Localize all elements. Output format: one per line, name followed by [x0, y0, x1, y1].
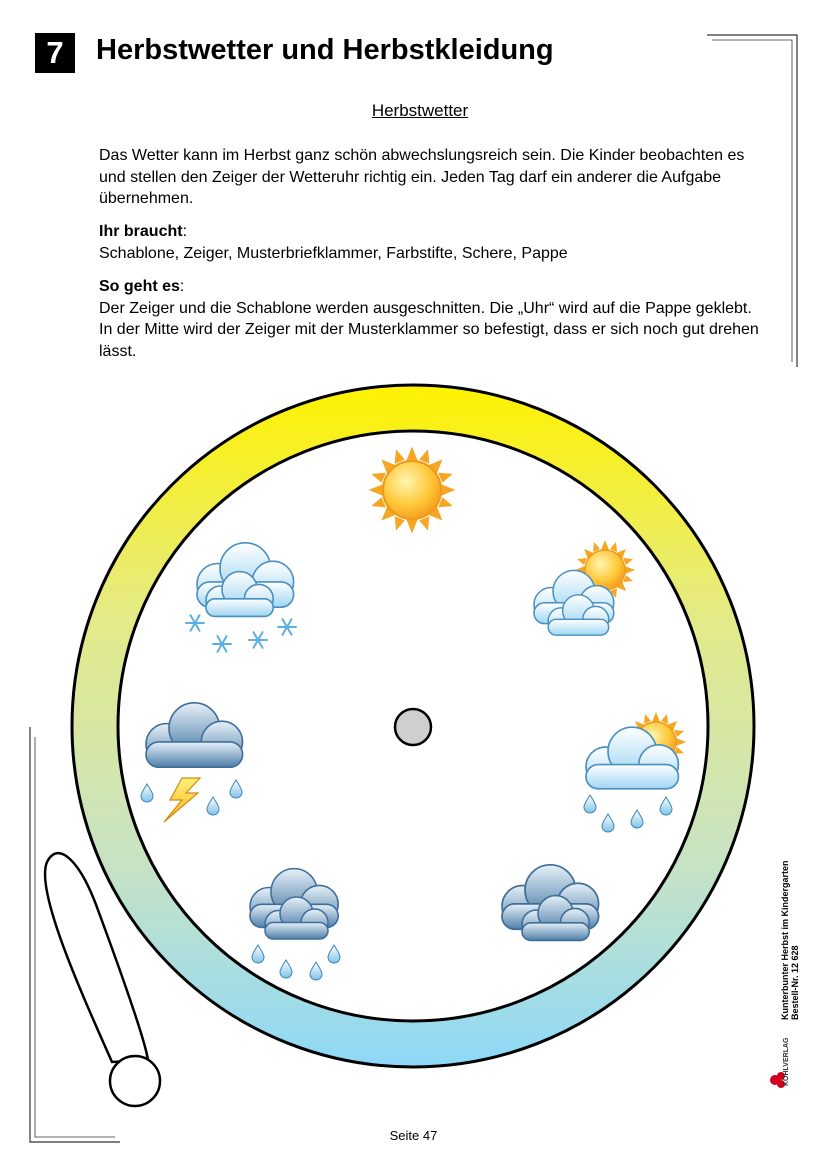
materials-block: Ihr braucht: Schablone, Zeiger, Musterbriefklammer, Farbstifte, Schere, Pappe: [99, 221, 759, 264]
intro-paragraph: Das Wetter kann im Herbst ganz schön abwechslungsreich sein. Die Kinder beobachten es und stellen den Zeiger der Wetteruhr richtig ein. Jeden Tag darf ein anderer die Aufgabe übernehmen.: [99, 147, 745, 207]
materials-list: Schablone, Zeiger, Musterbriefklammer, Farbstifte, Schere, Pappe: [99, 244, 568, 262]
instructions-block: So geht es: Der Zeiger und die Schablone werden ausgeschnitten. Die „Uhr“ wird auf die Pappe geklebt. In der Mitte wird der Zeiger mit der Musterklammer so befestigt, dass er sich noch gut drehen lässt.: [99, 276, 759, 362]
chapter-number: 7: [35, 33, 75, 73]
clock-center-pin: [395, 709, 431, 745]
book-info-vertical: [780, 860, 800, 1030]
publisher-name: KOHLVERLAG: [783, 1037, 790, 1086]
page-number: Seite 47: [389, 1128, 438, 1143]
instructions-text: Der Zeiger und die Schablone werden ausgeschnitten. Die „Uhr“ wird auf die Pappe geklebt. In der Mitte wird der Zeiger mit der Musterklammer so befestigt, dass er sich noch gut drehen lässt.: [99, 299, 759, 360]
section-title: Herbstwetter: [371, 101, 469, 120]
book-title: Kunterbunter Herbst im Kindergarten: [780, 860, 790, 1020]
publisher-name-vertical: [783, 1037, 793, 1096]
materials-label: Ihr braucht: [99, 223, 183, 240]
page-title: Herbstwetter und Herbstkleidung: [96, 34, 554, 66]
instructions-label: So geht es: [99, 278, 180, 295]
order-number: Bestell-Nr. 12 628: [790, 945, 800, 1020]
